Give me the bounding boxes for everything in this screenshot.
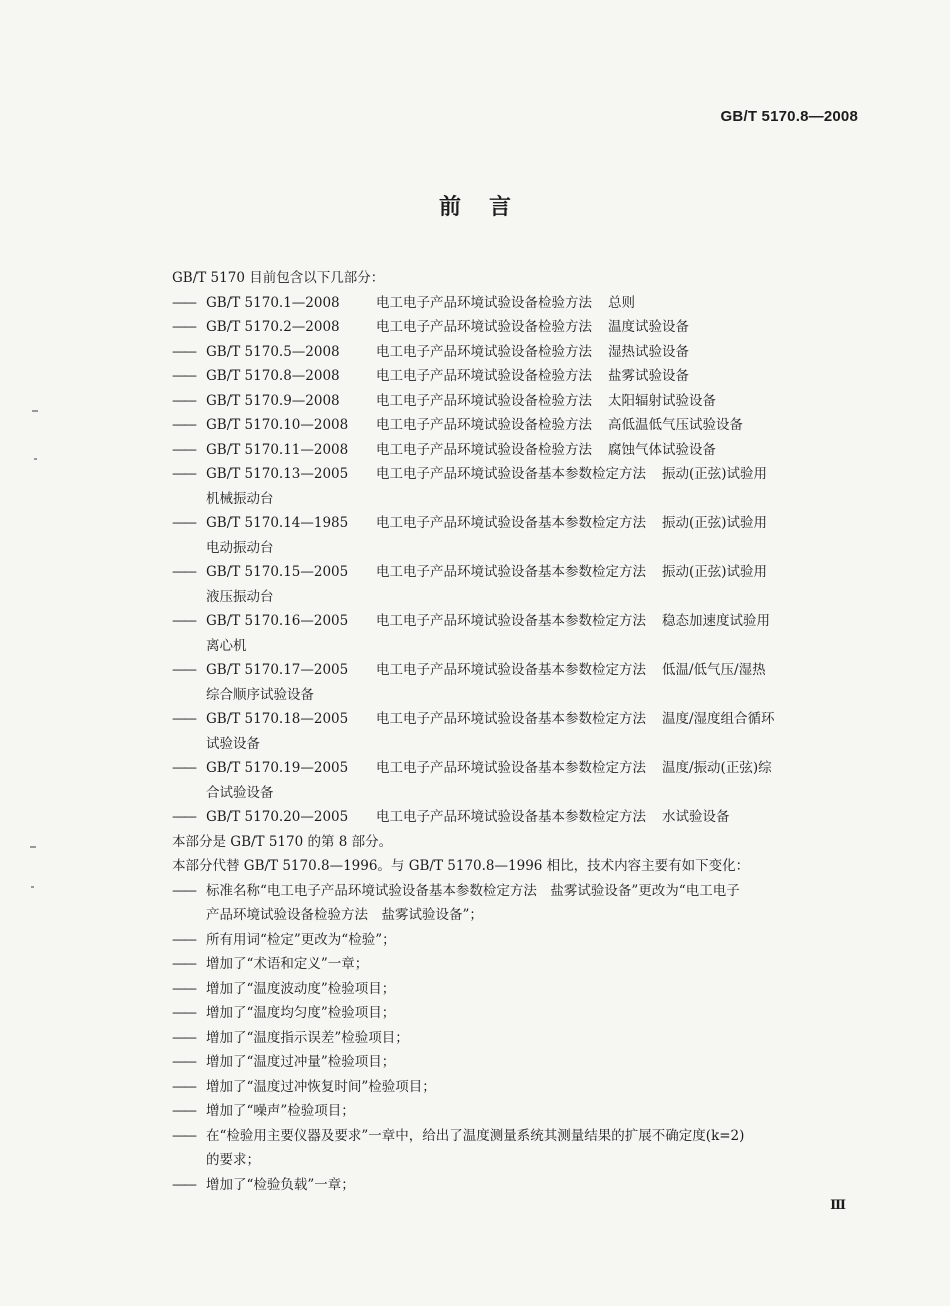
part-code: GB/T 5170.16—2005 [206, 613, 349, 629]
part-list-item [172, 707, 862, 732]
part-list-item [172, 560, 862, 585]
change-list-item [172, 928, 862, 953]
change-text: 增加了“温度过冲恢复时间”检验项目； [206, 1078, 436, 1095]
list-dash: —— [172, 441, 195, 458]
change-list-item [172, 1026, 862, 1051]
change-text: 增加了“术语和定义”一章； [206, 956, 369, 972]
scan-speck [31, 886, 34, 888]
part-list-item [172, 364, 862, 389]
parts-list [172, 291, 862, 830]
part-subject: 湿热试验设备 [608, 343, 689, 360]
part-subject: 低温/低气压/湿热 [662, 662, 766, 678]
scan-speck [32, 410, 38, 412]
part-subject: 太阳辐射试验设备 [608, 392, 716, 409]
list-dash: —— [172, 1005, 195, 1021]
list-dash: —— [172, 564, 195, 580]
change-text: 标准名称“电工电子产品环境试验设备基本参数检定方法 盐雾试验设备”更改为“电工电子 [206, 882, 740, 899]
part-list-item [172, 756, 862, 781]
part-subject: 温度/湿度组合循环 [662, 711, 775, 727]
part-subject-continued: 试验设备 [206, 735, 260, 752]
part-list-item [172, 438, 862, 463]
list-dash: —— [172, 515, 195, 531]
list-dash: —— [172, 294, 195, 311]
list-dash: —— [172, 760, 195, 776]
list-dash: —— [172, 662, 195, 678]
part-list-item [172, 609, 862, 634]
changes-list [172, 879, 862, 1198]
list-dash: —— [172, 1078, 195, 1095]
part-list-item [172, 315, 862, 340]
change-text: 增加了“噪声”检验项目； [206, 1103, 355, 1119]
change-text-continued: 的要求； [206, 1152, 260, 1168]
document-body [172, 266, 862, 1197]
part-subject: 振动(正弦)试验用 [662, 564, 768, 580]
change-text: 所有用词“检定”更改为“检验”； [206, 931, 396, 948]
change-text: 增加了“温度均匀度”检验项目； [206, 1005, 396, 1021]
part-list-item [172, 291, 862, 316]
part-list-item [172, 413, 862, 438]
part-code: GB/T 5170.20—2005 [206, 809, 349, 825]
change-list-item [172, 952, 862, 977]
part-subject-continued: 液压振动台 [206, 588, 274, 605]
part-code: GB/T 5170.15—2005 [206, 564, 349, 580]
change-list-item [172, 879, 862, 904]
this-part-text: 本部分是 GB/T 5170 的第 8 部分。 [172, 833, 393, 850]
part-title: 电工电子产品环境试验设备检验方法 [376, 368, 592, 384]
scan-speck [34, 458, 37, 460]
list-dash: —— [172, 392, 195, 409]
list-dash: —— [172, 1029, 195, 1046]
list-dash: —— [172, 882, 195, 899]
part-title: 电工电子产品环境试验设备基本参数检定方法 [376, 613, 646, 629]
change-text: 增加了“检验负载”一章； [206, 1176, 355, 1193]
list-dash: —— [172, 1103, 195, 1119]
part-list-item [172, 462, 862, 487]
list-dash: —— [172, 931, 195, 948]
part-title: 电工电子产品环境试验设备检验方法 [376, 294, 592, 311]
part-subject: 温度/振动(正弦)综 [662, 760, 772, 776]
part-list-item [172, 389, 862, 414]
part-subject: 腐蚀气体试验设备 [608, 441, 716, 458]
part-subject: 稳态加速度试验用 [662, 613, 770, 629]
change-text-continued: 产品环境试验设备检验方法 盐雾试验设备”； [206, 907, 483, 923]
list-dash: —— [172, 319, 195, 335]
change-text: 增加了“温度过冲量”检验项目； [206, 1054, 396, 1070]
part-list-item [172, 658, 862, 683]
part-code: GB/T 5170.17—2005 [206, 662, 349, 678]
change-list-item [172, 1001, 862, 1026]
part-subject-continued: 离心机 [206, 637, 247, 654]
change-text: 增加了“温度指示误差”检验项目； [206, 1029, 409, 1046]
list-dash: —— [172, 1176, 195, 1193]
part-title: 电工电子产品环境试验设备基本参数检定方法 [376, 662, 646, 678]
list-dash: —— [172, 466, 195, 482]
part-title: 电工电子产品环境试验设备检验方法 [376, 343, 592, 360]
part-title: 电工电子产品环境试验设备基本参数检定方法 [376, 760, 646, 776]
change-text: 在“检验用主要仪器及要求”一章中，给出了温度测量系统其测量结果的扩展不确定度(k=2) [206, 1127, 745, 1144]
part-code: GB/T 5170.5—2008 [206, 343, 340, 360]
change-list-item [172, 1050, 862, 1075]
part-title: 电工电子产品环境试验设备检验方法 [376, 441, 592, 458]
part-code: GB/T 5170.19—2005 [206, 760, 349, 776]
part-subject-continued: 机械振动台 [206, 490, 274, 507]
part-subject: 高低温低气压试验设备 [608, 417, 743, 433]
part-subject: 盐雾试验设备 [608, 368, 689, 384]
list-dash: —— [172, 711, 195, 727]
part-code: GB/T 5170.13—2005 [206, 466, 349, 482]
part-code: GB/T 5170.10—2008 [206, 417, 349, 433]
list-dash: —— [172, 980, 195, 997]
part-subject: 总则 [608, 294, 635, 311]
part-title: 电工电子产品环境试验设备检验方法 [376, 392, 592, 409]
list-dash: —— [172, 809, 195, 825]
part-subject-continued: 综合顺序试验设备 [206, 686, 314, 703]
part-subject: 水试验设备 [662, 809, 730, 825]
part-subject-continued: 合试验设备 [206, 784, 274, 801]
list-dash: —— [172, 956, 195, 972]
change-list-item [172, 1173, 862, 1198]
part-subject-continued: 电动振动台 [206, 539, 274, 556]
part-list-item [172, 340, 862, 365]
intro-text: GB/T 5170 目前包含以下几部分： [172, 270, 385, 286]
page-number: Ⅲ [830, 1198, 846, 1213]
part-list-item [172, 805, 862, 830]
change-list-item [172, 1099, 862, 1124]
list-dash: —— [172, 613, 195, 629]
part-title: 电工电子产品环境试验设备基本参数检定方法 [376, 515, 646, 531]
standard-number: GB/T 5170.8—2008 [720, 108, 858, 125]
part-title: 电工电子产品环境试验设备基本参数检定方法 [376, 564, 646, 580]
change-list-item [172, 1075, 862, 1100]
change-text: 增加了“温度波动度”检验项目； [206, 980, 396, 997]
part-code: GB/T 5170.11—2008 [206, 441, 349, 458]
change-list-item [172, 1124, 862, 1149]
part-title: 电工电子产品环境试验设备检验方法 [376, 417, 592, 433]
part-subject: 振动(正弦)试验用 [662, 515, 768, 531]
scan-speck [30, 846, 36, 848]
part-list-item [172, 511, 862, 536]
part-title: 电工电子产品环境试验设备基本参数检定方法 [376, 809, 646, 825]
part-title: 电工电子产品环境试验设备基本参数检定方法 [376, 711, 646, 727]
part-code: GB/T 5170.18—2005 [206, 711, 349, 727]
part-subject: 振动(正弦)试验用 [662, 466, 768, 482]
list-dash: —— [172, 1127, 195, 1144]
list-dash: —— [172, 417, 195, 433]
list-dash: —— [172, 368, 195, 384]
part-title: 电工电子产品环境试验设备检验方法 [376, 319, 592, 335]
list-dash: —— [172, 1054, 195, 1070]
replaces-text: 本部分代替 GB/T 5170.8—1996。与 GB/T 5170.8—1996 相比，技术内容主要有如下变化： [172, 858, 750, 874]
part-title: 电工电子产品环境试验设备基本参数检定方法 [376, 466, 646, 482]
part-code: GB/T 5170.8—2008 [206, 368, 340, 384]
part-code: GB/T 5170.9—2008 [206, 392, 340, 409]
page-title: 前言 [438, 194, 539, 220]
list-dash: —— [172, 343, 195, 360]
part-code: GB/T 5170.1—2008 [206, 294, 340, 311]
part-subject: 温度试验设备 [608, 319, 689, 335]
change-list-item [172, 977, 862, 1002]
part-code: GB/T 5170.14—1985 [206, 515, 349, 531]
part-code: GB/T 5170.2—2008 [206, 319, 340, 335]
